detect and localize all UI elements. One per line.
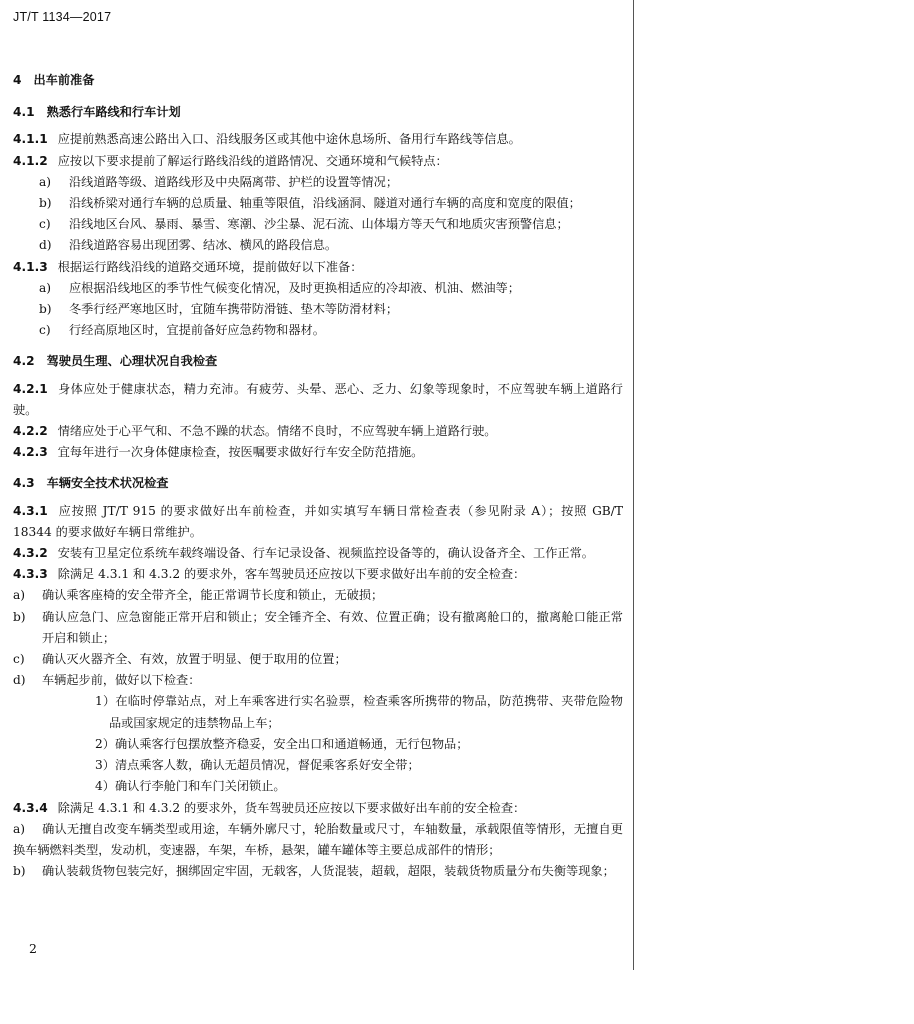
subsection-title: 车辆安全技术状况检查	[46, 476, 169, 491]
clause-text: 应提前熟悉高速公路出入口、沿线服务区或其他中途休息场所、备用行车路线等信息。	[57, 132, 521, 147]
list-item	[13, 172, 623, 193]
list-label: b)	[39, 196, 52, 211]
step-item: 4）确认行李舱门和车门关闭锁止。	[95, 779, 286, 794]
list-text: 冬季行经严寒地区时，宜随车携带防滑链、垫木等防滑材料；	[69, 302, 399, 317]
clause-4-1-2	[13, 151, 623, 172]
clause-4-1-1	[13, 129, 623, 150]
clause-4-3-4	[13, 798, 623, 819]
list-item	[13, 585, 623, 606]
clause-4-3-1	[13, 501, 623, 543]
subsection-title: 熟悉行车路线和行车计划	[46, 105, 181, 120]
list-item	[13, 193, 623, 214]
step-item: 3）清点乘客人数，确认无超员情况，督促乘客系好安全带；	[95, 758, 420, 773]
clause-text: 情绪应处于心平气和、不急不躁的状态。情绪不良时，不应驾驶车辆上道路行驶。	[57, 424, 497, 439]
list-item	[13, 607, 623, 649]
page-number: 2	[29, 941, 37, 956]
clause-text: 安装有卫星定位系统车载终端设备、行车记录设备、视频监控设备等的，确认设备齐全、工作正常。	[57, 546, 594, 561]
clause-text: 应按以下要求提前了解运行路线沿线的道路情况、交通环境和气候特点：	[57, 153, 448, 168]
list-item	[13, 670, 623, 691]
clause-number: 4.2.2	[13, 424, 48, 439]
clause-text: 除满足 4.3.1 和 4.3.2 的要求外，客车驾驶员还应按以下要求做好出车前的安全检查：	[57, 567, 526, 582]
clause-text: 应按照 JT/T 915 的要求做好出车前检查，并如实填写车辆日常检查表（参见附录 A）；按照 GB/T 18344 的要求做好车辆日常维护。	[13, 503, 623, 539]
list-label: a)	[39, 174, 52, 189]
list-text: 确认乘客座椅的安全带齐全，能正常调节长度和锁止，无破损；	[42, 588, 384, 603]
section-title: 出车前准备	[33, 73, 95, 87]
clause-number: 4.3.1	[13, 503, 48, 518]
subsection-heading	[13, 473, 623, 494]
list-label: d)	[39, 238, 52, 253]
list-label: c)	[39, 217, 51, 232]
clause-number: 4.3.3	[13, 567, 48, 582]
clause-number: 4.3.2	[13, 546, 48, 561]
step-item: 1）在临时停靠站点，对上车乘客进行实名验票，检查乘客所携带的物品，防范携带、夹带危险物品或国家规定的违禁物品上车；	[95, 694, 623, 730]
list-item	[13, 214, 623, 235]
subsection-heading	[13, 102, 623, 123]
list-label: c)	[13, 652, 25, 667]
clause-number: 4.1.3	[13, 259, 48, 274]
list-item	[13, 819, 623, 861]
clause-text: 身体应处于健康状态，精力充沛。有疲劳、头晕、恶心、乏力、幻象等现象时，不应驾驶车辆上道路行驶。	[13, 381, 623, 417]
list-label: a)	[13, 821, 26, 836]
list-item	[13, 649, 623, 670]
document-body	[13, 70, 623, 882]
clause-4-3-2	[13, 543, 623, 564]
clause-number: 4.1.2	[13, 153, 48, 168]
column-divider	[633, 0, 634, 970]
list-label: a)	[39, 280, 52, 295]
clause-4-2-3	[13, 442, 623, 463]
clause-number: 4.1.1	[13, 132, 48, 147]
clause-4-1-3	[13, 257, 623, 278]
subsection-number: 4.1	[13, 105, 35, 120]
list-item	[13, 320, 623, 341]
clause-text: 根据运行路线沿线的道路交通环境，提前做好以下准备：	[57, 259, 363, 274]
list-text: 车辆起步前，做好以下检查：	[42, 673, 201, 688]
subsection-number: 4.2	[13, 354, 35, 369]
list-label: b)	[13, 609, 26, 624]
clause-number: 4.3.4	[13, 800, 48, 815]
list-text: 沿线道路等级、道路线形及中央隔离带、护栏的设置等情况；	[69, 174, 399, 189]
list-label: c)	[39, 323, 51, 338]
subsection-title: 驾驶员生理、心理状况自我检查	[46, 354, 218, 369]
list-label: b)	[39, 302, 52, 317]
list-item	[13, 235, 623, 256]
section-number: 4	[13, 73, 22, 87]
list-item	[13, 278, 623, 299]
step-list	[13, 691, 623, 797]
subsection-heading	[13, 351, 623, 372]
list-label: d)	[13, 673, 26, 688]
list-text: 沿线地区台风、暴雨、暴雪、寒潮、沙尘暴、泥石流、山体塌方等天气和地质灾害预警信息；	[69, 217, 569, 232]
list-text: 确认灭火器齐全、有效，放置于明显、便于取用的位置；	[42, 652, 347, 667]
clause-number: 4.2.1	[13, 381, 48, 396]
clause-text: 除满足 4.3.1 和 4.3.2 的要求外，货车驾驶员还应按以下要求做好出车前的安全检查：	[57, 800, 526, 815]
list-text: 沿线道路容易出现团雾、结冰、横风的路段信息。	[69, 238, 338, 253]
list-text: 沿线桥梁对通行车辆的总质量、轴重等限值，沿线涵洞、隧道对通行车辆的高度和宽度的限值；	[69, 196, 581, 211]
list-label: a)	[13, 588, 26, 603]
list-text: 确认装载货物包装完好，捆绑固定牢固，无载客，人货混装，超载，超限，装载货物质量分布失衡等现象；	[42, 864, 615, 879]
list-text: 确认无擅自改变车辆类型或用途，车辆外廓尺寸，轮胎数量或尺寸，车轴数量，承载限值等情形，无擅自更换车辆燃料类型，发动机，变速器，车架，车桥，悬架，罐车罐体等主要总成部件的情形；	[13, 821, 623, 857]
list-item	[13, 861, 623, 882]
clause-4-3-3	[13, 564, 623, 585]
clause-number: 4.2.3	[13, 445, 48, 460]
list-text: 行经高原地区时，宜提前备好应急药物和器材。	[69, 323, 325, 338]
standard-code-header: JT/T 1134—2017	[13, 10, 112, 24]
clause-text: 宜每年进行一次身体健康检查，按医嘱要求做好行车安全防范措施。	[57, 445, 424, 460]
clause-4-2-1	[13, 379, 623, 421]
section-heading	[13, 70, 623, 91]
list-item	[13, 299, 623, 320]
list-text: 应根据沿线地区的季节性气候变化情况，及时更换相适应的冷却液、机油、燃油等；	[69, 280, 520, 295]
clause-4-2-2	[13, 421, 623, 442]
list-label: b)	[13, 864, 26, 879]
subsection-number: 4.3	[13, 476, 35, 491]
step-item: 2）确认乘客行包摆放整齐稳妥，安全出口和通道畅通，无行包物品；	[95, 736, 469, 751]
list-text: 确认应急门、应急窗能正常开启和锁止；安全锤齐全、有效、位置正确；设有撤离舱口的，撤离舱口能正常开启和锁止；	[42, 609, 623, 645]
